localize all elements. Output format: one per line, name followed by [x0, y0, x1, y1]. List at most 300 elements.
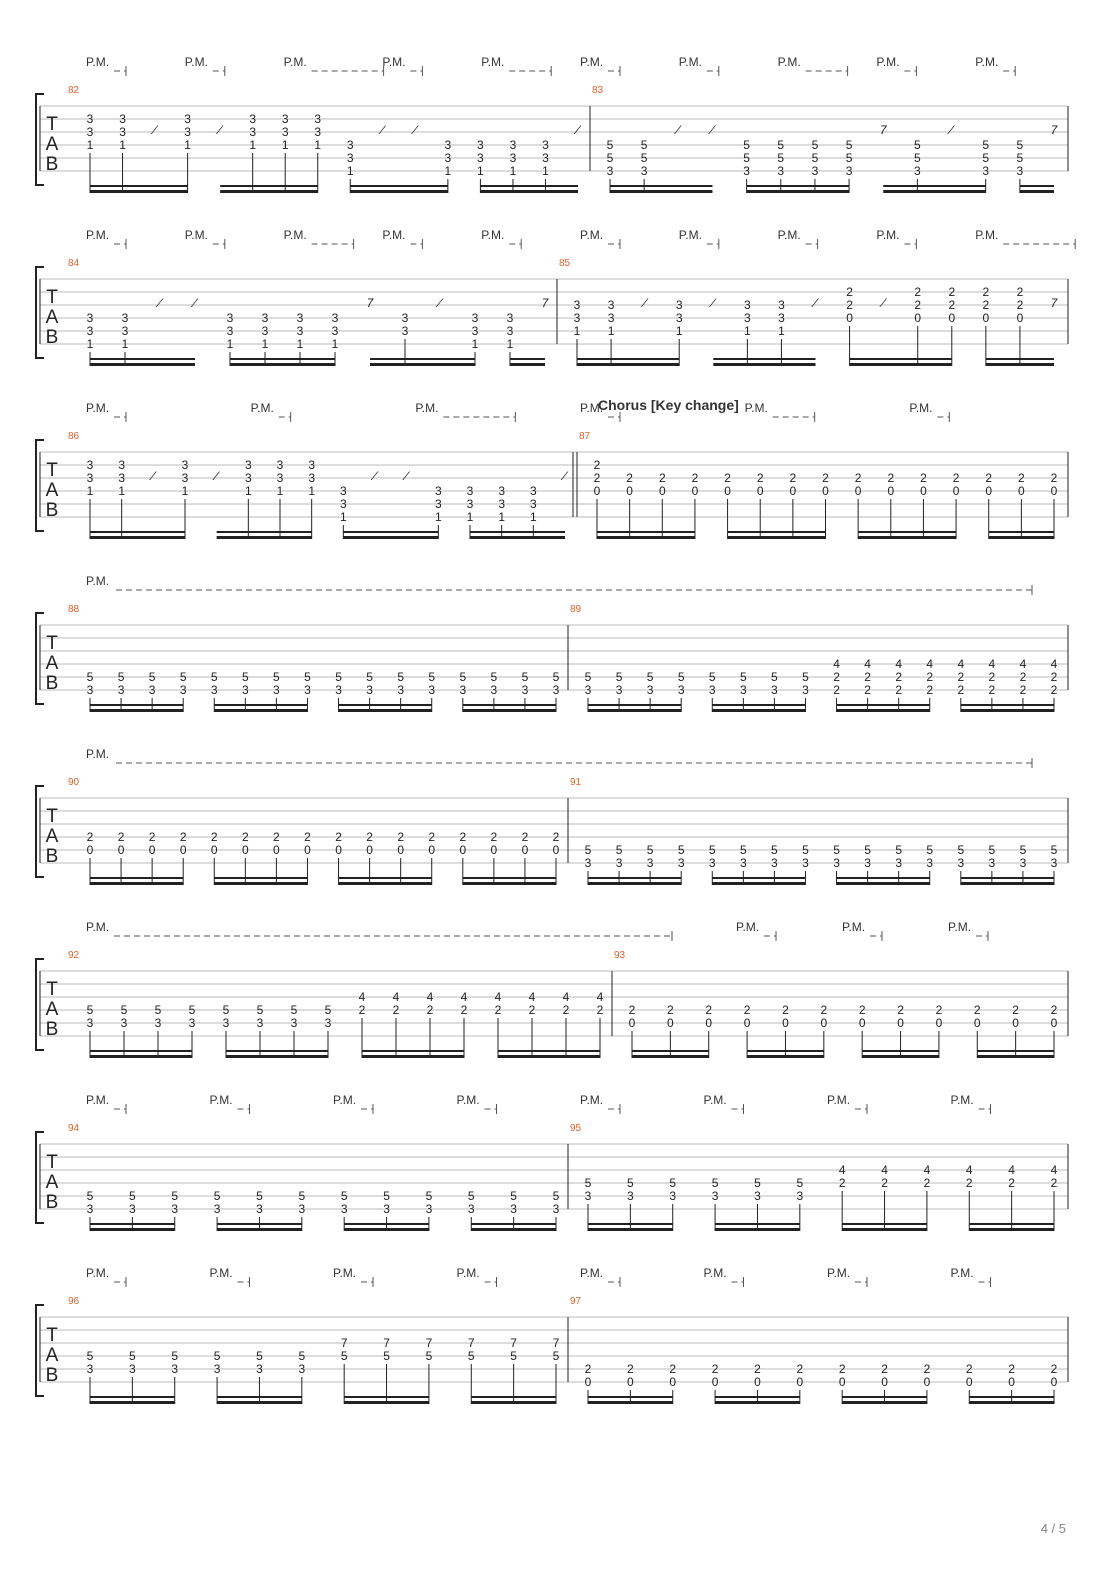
fret-number: 5 — [425, 1349, 433, 1363]
fret-number: 3 — [640, 164, 648, 178]
fret-number: 5 — [129, 1349, 136, 1363]
tab-clef-letter: A — [45, 826, 59, 847]
fret-number: 0 — [428, 843, 436, 857]
fret-number: 3 — [222, 1016, 230, 1030]
fret-number: 3 — [466, 484, 474, 498]
note-beam-secondary — [747, 1050, 824, 1052]
note-beam-secondary — [977, 1050, 1054, 1052]
fret-number: 2 — [973, 1003, 981, 1017]
palm-mute-label: P.M. — [86, 747, 110, 761]
fret-number: 1 — [308, 484, 316, 498]
fret-number: 0 — [626, 484, 633, 498]
note-beam — [226, 1055, 328, 1058]
rest-symbol: ⁄ — [677, 123, 680, 137]
fret-number: 0 — [948, 311, 956, 325]
fret-number: 1 — [281, 138, 289, 152]
note-beam-secondary — [90, 185, 188, 187]
tab-clef-letter: B — [45, 846, 59, 867]
fret-number: 1 — [444, 164, 452, 178]
fret-number: 3 — [542, 138, 549, 152]
fret-number: 2 — [887, 471, 895, 485]
fret-number: 3 — [627, 1189, 634, 1203]
fret-number: 2 — [593, 471, 601, 485]
rest-symbol: ⁄ — [154, 123, 157, 137]
note-beam-secondary — [362, 1050, 464, 1052]
fret-number: 3 — [914, 164, 921, 178]
note-beam — [961, 882, 1054, 885]
note-beam-secondary — [712, 704, 805, 706]
rest-symbol: ⁄ — [576, 123, 580, 137]
palm-mute-label: P.M. — [456, 1093, 480, 1107]
fret-number: 3 — [895, 856, 903, 870]
fret-number: 5 — [914, 138, 921, 152]
fret-number: 7 — [340, 1336, 348, 1350]
fret-number: 2 — [914, 298, 922, 312]
note-beam-secondary — [986, 358, 1054, 360]
fret-number: 3 — [529, 497, 537, 511]
fret-number: 5 — [708, 670, 716, 684]
rest-symbol: 7 — [1050, 296, 1058, 310]
note-beam — [339, 882, 432, 885]
note-beam-secondary — [837, 877, 930, 879]
note-beam — [883, 190, 985, 193]
fret-number: 2 — [117, 830, 125, 844]
fret-number: 3 — [86, 458, 94, 472]
palm-mute-label: P.M. — [86, 228, 110, 242]
fret-number: 3 — [213, 1202, 221, 1216]
fret-number: 1 — [181, 484, 189, 498]
note-beam — [498, 1055, 600, 1058]
rest-symbol: ⁄ — [215, 469, 218, 483]
note-beam — [220, 190, 318, 193]
fret-number: 2 — [521, 830, 529, 844]
fret-number: 1 — [86, 337, 94, 351]
fret-number: 2 — [846, 298, 853, 312]
fret-number: 3 — [121, 324, 129, 338]
palm-mute-label: P.M. — [456, 1266, 480, 1280]
fret-number: 2 — [820, 1003, 828, 1017]
fret-number: 3 — [154, 1016, 162, 1030]
fret-number: 2 — [923, 1176, 931, 1190]
fret-number: 0 — [796, 1375, 804, 1389]
fret-number: 3 — [739, 856, 747, 870]
fret-number: 3 — [607, 298, 615, 312]
fret-number: 2 — [705, 1003, 713, 1017]
rest-symbol: ⁄ — [644, 296, 647, 310]
note-beam-secondary — [588, 877, 681, 879]
palm-mute-label: P.M. — [948, 920, 972, 934]
fret-number: 3 — [117, 683, 125, 697]
fret-number: 1 — [506, 337, 514, 351]
fret-number: 0 — [846, 311, 853, 325]
fret-number: 3 — [86, 311, 94, 325]
fret-number: 3 — [298, 1362, 306, 1376]
note-beam-secondary — [471, 1223, 556, 1225]
note-beam — [588, 882, 681, 885]
fret-number: 0 — [1050, 1375, 1058, 1389]
fret-number: 5 — [171, 1189, 179, 1203]
fret-number: 3 — [290, 1016, 298, 1030]
fret-number: 3 — [584, 683, 592, 697]
fret-number: 3 — [383, 1202, 390, 1216]
fret-number: 2 — [596, 1003, 604, 1017]
rest-symbol: ⁄ — [712, 296, 715, 310]
fret-number: 5 — [383, 1189, 390, 1203]
fret-number: 0 — [822, 484, 829, 498]
fret-number: 2 — [982, 285, 990, 299]
fret-number: 0 — [838, 1375, 846, 1389]
note-beam — [214, 882, 307, 885]
fret-number: 3 — [428, 683, 436, 697]
note-beam — [588, 1401, 673, 1404]
rest-symbol: ⁄ — [414, 123, 417, 137]
fret-number: 3 — [179, 683, 187, 697]
fret-number: 2 — [358, 1003, 366, 1017]
palm-mute-label: P.M. — [703, 1093, 727, 1107]
note-beam-secondary — [214, 877, 307, 879]
fret-number: 3 — [281, 112, 289, 126]
rest-symbol: ⁄ — [193, 296, 197, 310]
fret-number: 2 — [392, 1003, 400, 1017]
note-beam — [715, 1228, 800, 1231]
fret-number: 5 — [241, 670, 249, 684]
note-beam-secondary — [632, 1050, 709, 1052]
fret-number: 2 — [985, 471, 993, 485]
fret-number: 1 — [261, 337, 269, 351]
fret-number: 3 — [86, 471, 94, 485]
fret-number: 2 — [846, 285, 853, 299]
rest-symbol: ⁄ — [219, 123, 222, 137]
measure-number: 87 — [579, 431, 591, 442]
fret-number: 0 — [854, 484, 862, 498]
fret-number: 5 — [584, 1176, 592, 1190]
note-beam-secondary — [344, 1396, 429, 1398]
fret-number: 3 — [331, 311, 339, 325]
note-beam — [217, 1401, 302, 1404]
fret-number: 2 — [552, 830, 560, 844]
palm-mute-label: P.M. — [283, 228, 307, 242]
fret-number: 5 — [467, 1189, 475, 1203]
fret-number: 5 — [895, 843, 903, 857]
fret-number: 3 — [796, 1189, 804, 1203]
fret-number: 3 — [281, 125, 289, 139]
fret-number: 5 — [86, 670, 94, 684]
fret-number: 5 — [1016, 138, 1024, 152]
fret-number: 5 — [213, 1349, 221, 1363]
fret-number: 3 — [552, 683, 560, 697]
measure-number: 94 — [68, 1123, 80, 1134]
palm-mute-label: P.M. — [580, 1266, 604, 1280]
note-beam-secondary — [577, 358, 679, 360]
fret-number: 5 — [677, 843, 685, 857]
fret-number: 3 — [181, 458, 189, 472]
fret-number: 5 — [510, 1349, 517, 1363]
measure-number: 83 — [592, 85, 604, 96]
fret-number: 5 — [677, 670, 685, 684]
fret-number: 3 — [86, 112, 94, 126]
note-beam-secondary — [214, 704, 307, 706]
fret-number: 1 — [573, 324, 581, 338]
note-beam-secondary — [842, 1396, 927, 1398]
fret-number: 0 — [782, 1016, 789, 1030]
fret-number: 3 — [276, 471, 284, 485]
note-beam-secondary — [90, 1050, 192, 1052]
fret-number: 2 — [335, 830, 342, 844]
fret-number: 2 — [494, 1003, 502, 1017]
fret-number: 3 — [184, 112, 191, 126]
fret-number: 4 — [426, 990, 434, 1004]
fret-number: 0 — [1012, 1016, 1019, 1030]
fret-number: 3 — [118, 458, 126, 472]
fret-number: 4 — [864, 657, 871, 671]
palm-mute-label: P.M. — [678, 228, 702, 242]
fret-number: 3 — [444, 151, 452, 165]
fret-number: 4 — [838, 1163, 846, 1177]
rest-symbol: 7 — [879, 123, 887, 137]
fret-number: 5 — [926, 843, 934, 857]
palm-mute-label: P.M. — [184, 228, 208, 242]
fret-number: 0 — [593, 484, 601, 498]
fret-number: 5 — [290, 1003, 298, 1017]
palm-mute-label: P.M. — [744, 401, 768, 415]
fret-number: 3 — [1050, 856, 1058, 870]
fret-number: 3 — [273, 683, 280, 697]
fret-number: 3 — [340, 1202, 348, 1216]
measure-number: 89 — [570, 604, 582, 615]
fret-number: 3 — [444, 138, 452, 152]
fret-number: 5 — [428, 670, 436, 684]
fret-number: 3 — [467, 1202, 475, 1216]
fret-number: 5 — [148, 670, 156, 684]
fret-number: 2 — [982, 298, 990, 312]
palm-mute-label: P.M. — [333, 1266, 357, 1280]
fret-number: 2 — [965, 1362, 973, 1376]
fret-number: 5 — [743, 151, 750, 165]
fret-number: 2 — [691, 471, 699, 485]
palm-mute-label: P.M. — [678, 55, 702, 69]
fret-number: 2 — [658, 471, 666, 485]
palm-mute-label: P.M. — [975, 228, 999, 242]
fret-number: 3 — [296, 324, 304, 338]
fret-number: 3 — [226, 311, 234, 325]
fret-number: 2 — [1050, 1003, 1058, 1017]
fret-number: 3 — [864, 856, 871, 870]
fret-number: 2 — [838, 1176, 846, 1190]
fret-number: 3 — [1019, 856, 1027, 870]
fret-number: 1 — [744, 324, 751, 338]
note-beam-secondary — [989, 531, 1054, 533]
fret-number: 2 — [1050, 683, 1058, 697]
fret-number: 2 — [923, 1362, 931, 1376]
fret-number: 3 — [466, 497, 474, 511]
tab-clef-letter: A — [45, 480, 59, 501]
fret-number: 2 — [241, 830, 249, 844]
note-beam — [969, 1228, 1054, 1231]
fret-number: 5 — [510, 1189, 517, 1203]
fret-number: 5 — [256, 1003, 264, 1017]
fret-number: 3 — [261, 311, 269, 325]
note-beam — [961, 709, 1054, 712]
note-beam-secondary — [90, 358, 195, 360]
fret-number: 3 — [802, 683, 809, 697]
fret-number: 1 — [118, 484, 126, 498]
fret-number: 2 — [628, 1003, 636, 1017]
fret-number: 5 — [86, 1003, 94, 1017]
note-beam-secondary — [217, 1223, 302, 1225]
fret-number: 3 — [331, 324, 339, 338]
rest-symbol: ⁄ — [950, 123, 953, 137]
fret-number: 0 — [669, 1375, 677, 1389]
fret-number: 0 — [304, 843, 311, 857]
note-beam-secondary — [90, 704, 183, 706]
fret-number: 3 — [607, 311, 615, 325]
fret-number: 5 — [340, 1349, 348, 1363]
fret-number: 1 — [477, 164, 484, 178]
palm-mute-label: P.M. — [827, 1093, 851, 1107]
fret-number: 3 — [129, 1362, 136, 1376]
fret-number: 2 — [782, 1003, 789, 1017]
fret-number: 1 — [529, 510, 537, 524]
fret-number: 3 — [314, 125, 322, 139]
rest-symbol: 7 — [366, 296, 374, 310]
fret-number: 2 — [593, 458, 601, 472]
fret-number: 3 — [498, 484, 506, 498]
fret-number: 1 — [466, 510, 474, 524]
note-beam — [214, 709, 307, 712]
fret-number: 3 — [771, 683, 778, 697]
palm-mute-label: P.M. — [580, 401, 604, 415]
note-beam — [712, 882, 805, 885]
fret-number: 2 — [669, 1362, 677, 1376]
fret-number: 3 — [573, 311, 581, 325]
note-beam — [1020, 190, 1054, 193]
fret-number: 0 — [1018, 484, 1025, 498]
fret-number: 2 — [397, 830, 405, 844]
note-beam-secondary — [90, 531, 185, 533]
note-beam-secondary — [90, 877, 183, 879]
fret-number: 3 — [397, 683, 405, 697]
tab-clef-letter: A — [45, 999, 59, 1020]
fret-number: 1 — [434, 510, 442, 524]
fret-number: 2 — [627, 1362, 634, 1376]
palm-mute-label: P.M. — [382, 55, 406, 69]
note-beam-secondary — [230, 358, 335, 360]
fret-number: 3 — [677, 683, 685, 697]
note-beam — [463, 882, 556, 885]
fret-number: 1 — [244, 484, 252, 498]
measure-number: 86 — [68, 431, 80, 442]
fret-number: 2 — [1018, 471, 1025, 485]
fret-number: 2 — [854, 471, 862, 485]
palm-mute-label: P.M. — [975, 55, 999, 69]
fret-number: 0 — [887, 484, 895, 498]
note-beam — [989, 536, 1054, 539]
fret-number: 3 — [771, 856, 778, 870]
fret-number: 3 — [744, 311, 751, 325]
fret-number: 3 — [675, 311, 683, 325]
fret-number: 2 — [1008, 1362, 1015, 1376]
fret-number: 0 — [397, 843, 405, 857]
fret-number: 2 — [935, 1003, 943, 1017]
fret-number: 5 — [1019, 843, 1027, 857]
rest-symbol: ⁄ — [438, 296, 442, 310]
fret-number: 5 — [640, 138, 648, 152]
fret-number: 3 — [86, 683, 94, 697]
fret-number: 5 — [490, 670, 498, 684]
fret-number: 0 — [627, 1375, 634, 1389]
fret-number: 2 — [858, 1003, 866, 1017]
fret-number: 5 — [552, 1189, 560, 1203]
fret-number: 0 — [490, 843, 498, 857]
fret-number: 3 — [988, 856, 996, 870]
fret-number: 4 — [562, 990, 570, 1004]
note-beam — [713, 363, 815, 366]
fret-number: 2 — [711, 1362, 719, 1376]
fret-number: 3 — [573, 298, 581, 312]
note-beam-secondary — [597, 531, 695, 533]
fret-number: 5 — [86, 1189, 94, 1203]
note-beam-secondary — [961, 877, 1054, 879]
fret-number: 1 — [542, 164, 549, 178]
fret-number: 2 — [1050, 471, 1058, 485]
fret-number: 3 — [471, 311, 479, 325]
fret-number: 5 — [222, 1003, 230, 1017]
fret-number: 5 — [324, 1003, 332, 1017]
palm-mute-label: P.M. — [86, 574, 110, 588]
fret-number: 3 — [335, 683, 342, 697]
fret-number: 3 — [304, 683, 311, 697]
fret-number: 2 — [926, 683, 934, 697]
tab-clef-letter: T — [46, 1325, 58, 1346]
note-beam — [230, 363, 335, 366]
note-beam-secondary — [858, 531, 956, 533]
note-beam-secondary — [470, 531, 565, 533]
tab-clef-letter: B — [45, 1192, 59, 1213]
fret-number: 0 — [658, 484, 666, 498]
fret-number: 5 — [796, 1176, 804, 1190]
fret-number: 3 — [276, 458, 284, 472]
palm-mute-label: P.M. — [86, 55, 110, 69]
note-beam — [862, 1055, 939, 1058]
fret-number: 5 — [256, 1189, 263, 1203]
rest-symbol: ⁄ — [381, 123, 384, 137]
fret-number: 2 — [948, 298, 956, 312]
fret-number: 3 — [739, 683, 747, 697]
fret-number: 3 — [743, 164, 750, 178]
note-beam — [837, 882, 930, 885]
fret-number: 5 — [777, 151, 785, 165]
note-beam — [471, 1401, 556, 1404]
fret-number: 3 — [226, 324, 234, 338]
fret-number: 3 — [708, 856, 716, 870]
fret-number: 4 — [881, 1163, 888, 1177]
fret-number: 5 — [833, 843, 840, 857]
fret-number: 0 — [273, 843, 280, 857]
fret-number: 0 — [935, 1016, 943, 1030]
fret-number: 0 — [756, 484, 764, 498]
fret-number: 4 — [596, 990, 604, 1004]
note-beam-secondary — [837, 704, 930, 706]
fret-number: 5 — [335, 670, 342, 684]
fret-number: 2 — [957, 670, 965, 684]
measure-number: 96 — [68, 1296, 80, 1307]
fret-number: 5 — [777, 138, 785, 152]
fret-number: 0 — [724, 484, 731, 498]
fret-number: 0 — [820, 1016, 828, 1030]
fret-number: 3 — [181, 471, 189, 485]
fret-number: 3 — [244, 471, 252, 485]
rest-symbol: ⁄ — [373, 469, 377, 483]
